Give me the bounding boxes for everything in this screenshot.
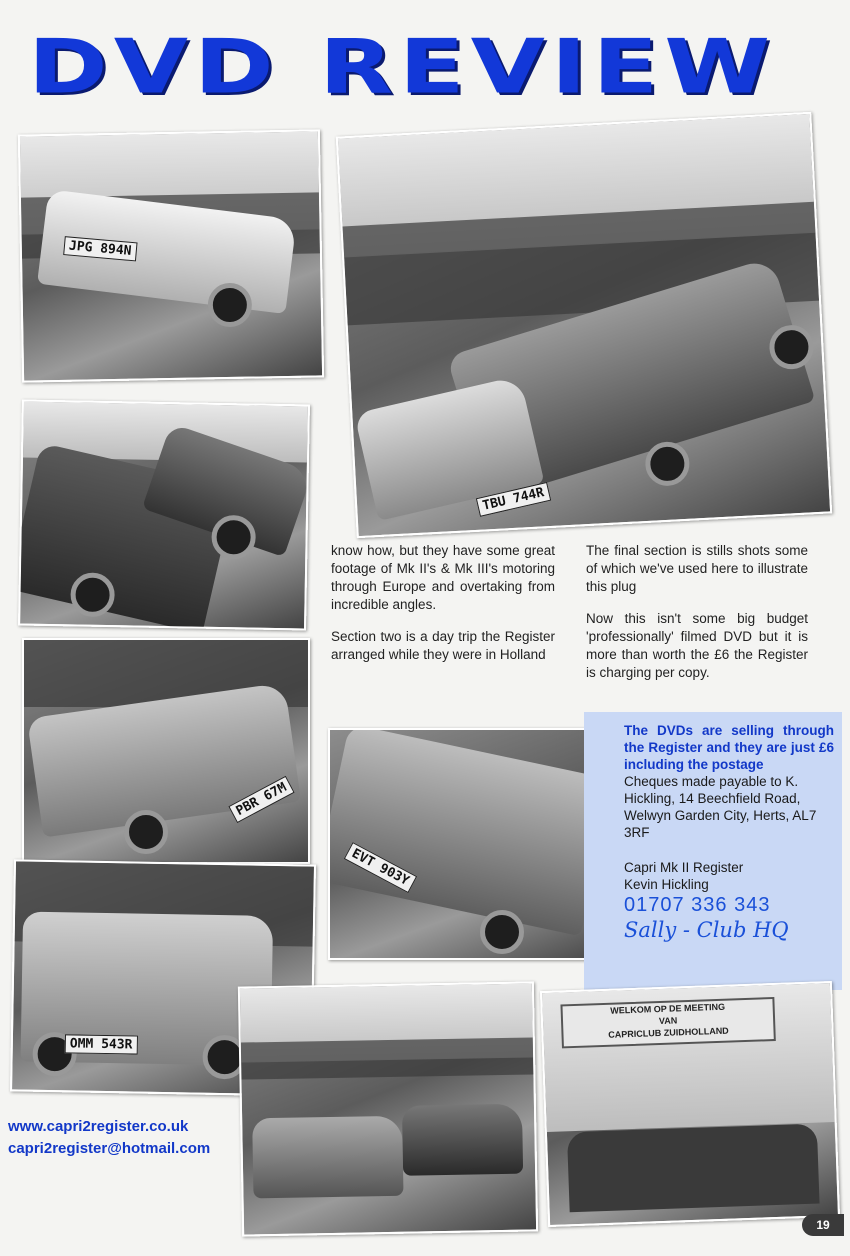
phone-number: 01707 336 343: [624, 894, 771, 916]
photo-club-meeting-group: [540, 981, 840, 1227]
photo-engine-bay-row: [18, 400, 310, 631]
page-number: 19: [802, 1214, 844, 1236]
photo-capri-overhead: [22, 638, 310, 864]
photo-capri-line-up: [336, 112, 832, 538]
paragraph: Now this isn't some big budget 'professionally' filmed DVD but it is more than worth the £6 the Register is charging per copy.: [586, 611, 808, 680]
article-column-right: [586, 542, 808, 696]
page-title: DVD REVIEW: [28, 23, 777, 111]
article-column-middle: [331, 542, 555, 678]
license-plate: JPG 894N: [63, 236, 137, 261]
license-plate: TBU 744R: [476, 482, 551, 517]
license-plate: EVT 903Y: [344, 842, 417, 893]
paragraph: know how, but they have some great footage of Mk II's & Mk III's motoring through Europe and overtaking from incredible angles.: [331, 543, 555, 612]
photo-capri-on-ramp: [18, 129, 324, 382]
cheque-address: Cheques made payable to K. Hickling, 14 Beechfield Road, Welwyn Garden City, Herts, AL7 3RF: [624, 774, 817, 840]
price-highlight: The DVDs are selling through the Register and they are just £6 including the postage: [624, 723, 834, 772]
photo-mk3-front: [328, 728, 616, 960]
photo-car-park: [238, 981, 538, 1236]
license-plate: PBR 67M: [228, 776, 294, 823]
info-box: [584, 712, 842, 990]
contact-name: Kevin Hickling: [624, 877, 709, 892]
website-link[interactable]: www.capri2register.co.uk: [8, 1118, 189, 1135]
signoff: Sally - Club HQ: [624, 918, 789, 942]
paragraph: The final section is stills shots some of which we've used here to illustrate this plug: [586, 543, 808, 594]
paragraph: Section two is a day trip the Register arranged while they were in Holland: [331, 629, 555, 662]
license-plate: OMM 543R: [65, 1034, 138, 1054]
email-link[interactable]: capri2register@hotmail.com: [8, 1140, 211, 1157]
meeting-banner: WELKOM OP DE MEETING VAN CAPRICLUB ZUIDHOLLAND: [560, 997, 775, 1048]
org-name: Capri Mk II Register: [624, 860, 744, 875]
